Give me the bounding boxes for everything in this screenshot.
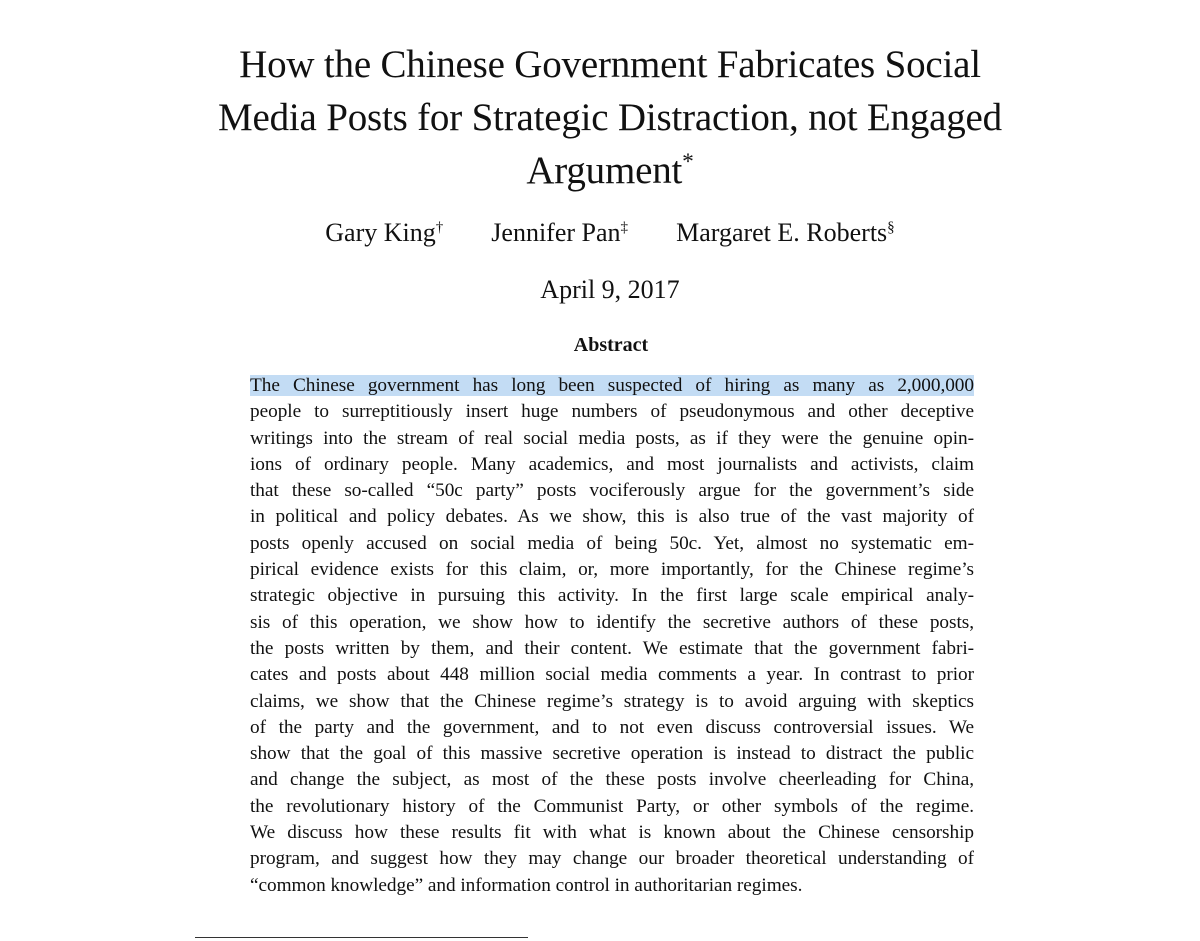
abstract-text	[250, 373, 974, 899]
abstract-line-14: of the party and the government, and to not even discuss controversial issues. We	[250, 716, 974, 738]
abstract-line-11: the posts written by them, and their content. We estimate that the government fabri-	[250, 637, 974, 659]
author-2	[491, 213, 628, 253]
title-line-2: Media Posts for Strategic Distraction, not Engaged	[218, 96, 1002, 139]
author-1-name: Gary King	[325, 218, 436, 247]
author-3	[676, 213, 895, 253]
abstract-line-8: pirical evidence exists for this claim, or, more importantly, for the Chinese regime’s	[250, 559, 974, 581]
abstract-line-20: “common knowledge” and information control in authoritarian regimes.	[250, 874, 803, 896]
author-1-mark: †	[435, 219, 444, 236]
abstract-line-13: claims, we show that the Chinese regime’s strategy is to avoid arguing with skeptics	[250, 690, 974, 712]
abstract-heading: Abstract	[573, 334, 649, 356]
abstract-line-3: writings into the stream of real social media posts, as if they were the genuine opin-	[250, 427, 974, 449]
abstract-line-6: in political and policy debates. As we show, this is also true of the vast majority of	[250, 506, 974, 528]
title-footnote-mark: *	[682, 149, 694, 175]
title-line-1: How the Chinese Government Fabricates Social	[239, 43, 981, 86]
abstract-line-1	[250, 373, 974, 399]
paper-date: April 9, 2017	[540, 275, 680, 304]
abstract-line-12: cates and posts about 448 million social media comments a year. In contrast to prior	[250, 664, 974, 686]
abstract-line-4: ions of ordinary people. Many academics, and most journalists and activists, claim	[250, 453, 974, 475]
footnote-rule	[195, 937, 528, 938]
abstract-line-15: show that the goal of this massive secretive operation is instead to distract the public	[250, 743, 974, 765]
abstract-line-9: strategic objective in pursuing this activity. In the first large scale empirical analy-	[250, 585, 974, 607]
author-1	[325, 213, 443, 253]
abstract-line-19: program, and suggest how they may change our broader theoretical understanding of	[250, 848, 974, 870]
abstract-line-16: and change the subject, as most of the these posts involve cheerleading for China,	[250, 769, 974, 791]
author-3-name: Margaret E. Roberts	[676, 218, 888, 247]
paper-title	[150, 38, 1070, 197]
abstract-line-10: sis of this operation, we show how to identify the secretive authors of these posts,	[250, 611, 974, 633]
selected-text-highlight[interactable]: The Chinese government has long been suspected of hiring as many as 2,000,000	[250, 375, 974, 396]
author-list	[150, 213, 1070, 253]
title-line-3-text: Argument	[526, 149, 683, 192]
abstract-line-2: people to surreptitiously insert huge numbers of pseudonymous and other deceptive	[250, 401, 974, 423]
author-2-name: Jennifer Pan	[491, 218, 621, 247]
abstract-line-7: posts openly accused on social media of being 50c. Yet, almost no systematic em-	[250, 532, 974, 554]
title-line-3	[150, 144, 1070, 197]
abstract-line-18: We discuss how these results fit with what is known about the Chinese censorship	[250, 822, 974, 844]
author-2-mark: ‡	[620, 219, 629, 236]
author-3-mark: §	[887, 219, 895, 236]
abstract-line-17: the revolutionary history of the Communist Party, or other symbols of the regime.	[250, 795, 974, 817]
abstract-line-5: that these so-called “50c party” posts vociferously argue for the government’s side	[250, 480, 974, 502]
